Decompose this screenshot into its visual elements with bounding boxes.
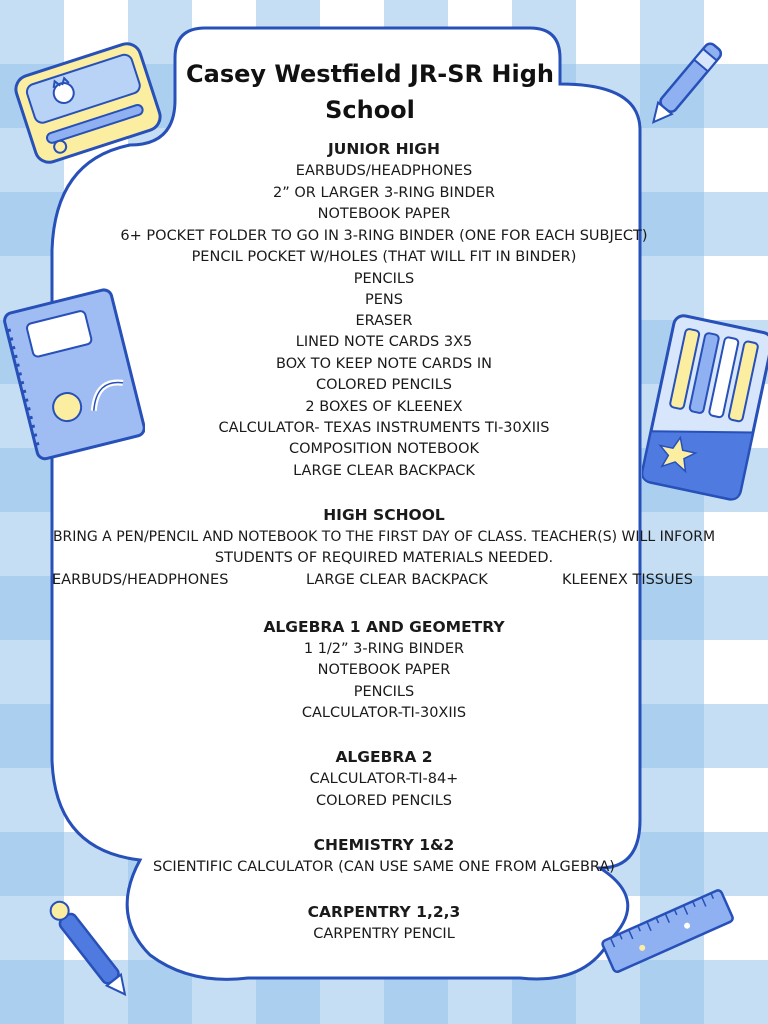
list-item: EARBUDS/HEADPHONES [52, 572, 229, 588]
section-heading-junior-high: JUNIOR HIGH [327, 140, 441, 158]
list-item: SCIENTIFIC CALCULATOR (CAN USE SAME ONE FROM ALGEBRA) [153, 859, 615, 875]
list-item: EARBUDS/HEADPHONES [295, 163, 473, 179]
list-item: NOTEBOOK PAPER [317, 206, 451, 222]
list-item: CALCULATOR-TI-30XIIS [301, 705, 467, 721]
list-item: KLEENEX TISSUES [562, 572, 693, 588]
section-heading-high-school: HIGH SCHOOL [323, 506, 445, 524]
list-item: PENCIL POCKET W/HOLES (THAT WILL FIT IN BINDER) [191, 249, 577, 265]
list-item: COLORED PENCILS [316, 793, 452, 809]
list-item: ERASER [355, 313, 413, 329]
list-item: PENCILS [353, 684, 415, 700]
list-item: BOX TO KEEP NOTE CARDS IN [276, 356, 492, 372]
list-item: LARGE CLEAR BACKPACK [293, 463, 475, 479]
list-item: COMPOSITION NOTEBOOK [289, 441, 479, 457]
high-school-note-line-2: STUDENTS OF REQUIRED MATERIALS NEEDED. [214, 550, 554, 566]
list-item: PENS [365, 292, 403, 308]
list-item: LARGE CLEAR BACKPACK [306, 572, 488, 588]
high-school-note-line-1: BRING A PEN/PENCIL AND NOTEBOOK TO THE FIRST DAY OF CLASS. TEACHER(S) WILL INFORM [52, 529, 716, 545]
page-title: Casey Westfield JR-SR High School [186, 60, 554, 124]
list-item: 2” OR LARGER 3-RING BINDER [273, 185, 495, 201]
list-item: NOTEBOOK PAPER [317, 662, 451, 678]
list-item: 2 BOXES OF KLEENEX [305, 399, 463, 415]
section-heading-carpentry: CARPENTRY 1,2,3 [307, 903, 461, 921]
section-heading-chemistry: CHEMISTRY 1&2 [313, 836, 455, 854]
list-item: LINED NOTE CARDS 3X5 [295, 334, 473, 350]
section-heading-algebra2: ALGEBRA 2 [335, 748, 433, 766]
list-item: CALCULATOR- TEXAS INSTRUMENTS TI-30XIIS [218, 420, 550, 436]
list-item: CARPENTRY PENCIL [313, 926, 455, 942]
list-item: COLORED PENCILS [316, 377, 452, 393]
list-item: 6+ POCKET FOLDER TO GO IN 3-RING BINDER (ONE FOR EACH SUBJECT) [120, 228, 648, 244]
section-heading-algebra1-geometry: ALGEBRA 1 AND GEOMETRY [263, 618, 505, 636]
list-item: PENCILS [353, 271, 415, 287]
list-item: CALCULATOR-TI-84+ [309, 771, 459, 787]
list-item: 1 1/2” 3-RING BINDER [303, 641, 465, 657]
